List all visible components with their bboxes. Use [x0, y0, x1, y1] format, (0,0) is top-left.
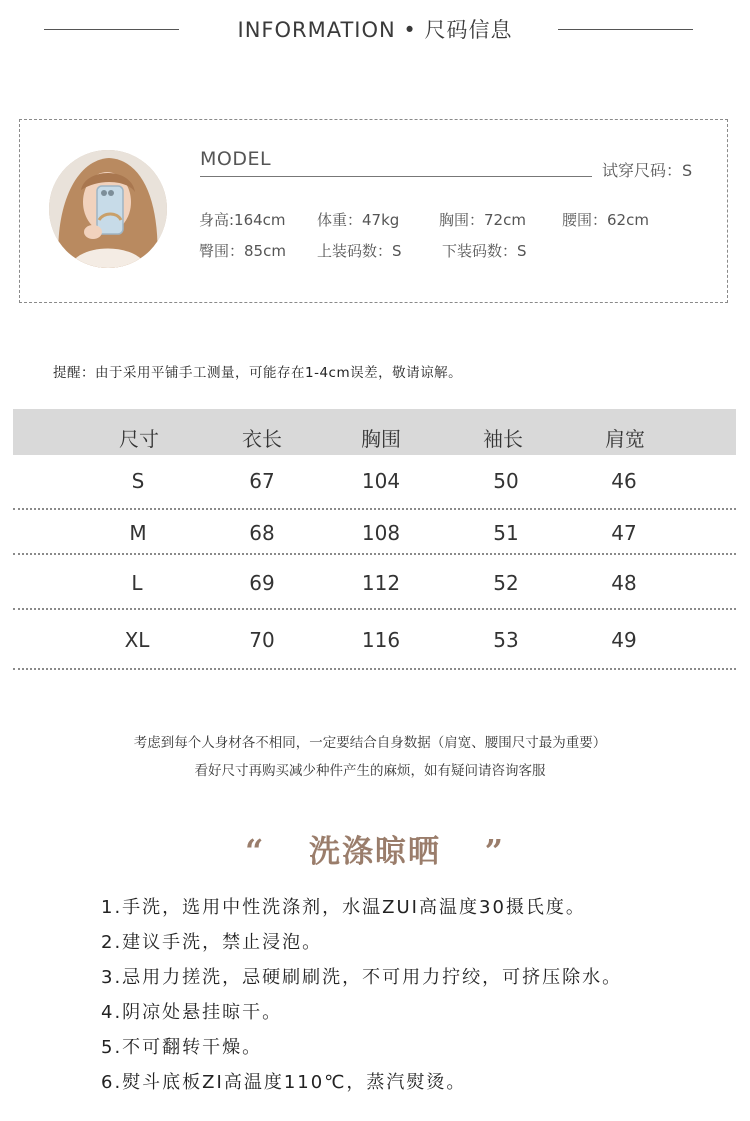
- table-cell: 70: [249, 628, 275, 652]
- row-divider: [13, 668, 736, 670]
- table-cell: 49: [611, 628, 637, 652]
- table-header-cell: 尺寸: [119, 427, 159, 451]
- measurement-note: 提醒：由于采用平铺手工测量，可能存在1-4cm误差，敬请谅解。: [53, 365, 463, 381]
- table-cell: M: [129, 521, 147, 545]
- table-cell: 116: [361, 628, 401, 652]
- model-chest: 胸围：72cm: [439, 211, 526, 229]
- table-cell: 50: [493, 469, 519, 493]
- section-title-information: INFORMATION • 尺码信息: [237, 18, 513, 42]
- model-height: 身高:164cm: [199, 211, 286, 229]
- table-cell: XL: [124, 628, 150, 652]
- model-hip: 臀围：85cm: [199, 242, 286, 260]
- table-cell: 68: [249, 521, 275, 545]
- table-cell: 47: [611, 521, 637, 545]
- trial-size: 试穿尺码：S: [602, 161, 693, 180]
- model-label: MODEL: [200, 148, 272, 170]
- table-cell: 52: [493, 571, 519, 595]
- table-cell: 53: [493, 628, 519, 652]
- model-avatar: [49, 150, 167, 268]
- list-item: 3.忌用力搓洗，忌硬刷刷洗，不可用力拧绞，可挤压除水。: [101, 967, 623, 988]
- list-item: 2.建议手洗，禁止浸泡。: [101, 932, 323, 953]
- model-photo-icon: [49, 150, 167, 268]
- list-item: 6.熨斗底板ZI高温度110℃，蒸汽熨烫。: [101, 1072, 467, 1093]
- table-cell: 69: [249, 571, 275, 595]
- row-divider: [13, 553, 736, 555]
- close-quote: ”: [484, 832, 505, 870]
- model-weight: 体重：47kg: [317, 211, 400, 229]
- table-cell: 112: [361, 571, 401, 595]
- list-item: 5.不可翻转干燥。: [101, 1037, 263, 1058]
- table-cell: 48: [611, 571, 637, 595]
- model-bottom-size: 下装码数：S: [442, 242, 527, 260]
- table-cell: S: [131, 469, 145, 493]
- table-cell: 108: [361, 521, 401, 545]
- table-header-cell: 肩宽: [605, 427, 645, 451]
- advice-line-1: 考虑到每个人身材各不相同，一定要结合自身数据（肩宽、腰围尺寸最为重要）: [133, 735, 607, 751]
- table-cell: 51: [493, 521, 519, 545]
- row-divider: [13, 508, 736, 510]
- model-top-size: 上装码数：S: [317, 242, 402, 260]
- list-item: 4.阴凉处悬挂晾干。: [101, 1002, 283, 1023]
- wash-section-title: [0, 826, 750, 871]
- model-underline: [200, 176, 592, 177]
- table-cell: 67: [249, 469, 275, 493]
- table-cell: 46: [611, 469, 637, 493]
- wash-title-text: 洗涤晾晒: [309, 834, 441, 870]
- table-header-cell: 袖长: [483, 427, 523, 451]
- table-cell: 104: [361, 469, 401, 493]
- row-divider: [13, 608, 736, 610]
- table-header-cell: 衣长: [242, 427, 282, 451]
- open-quote: “: [245, 832, 266, 870]
- table-cell: L: [131, 571, 143, 595]
- model-waist: 腰围：62cm: [562, 211, 649, 229]
- list-item: 1.手洗，选用中性洗涤剂，水温ZUI高温度30摄氏度。: [101, 897, 586, 918]
- advice-line-2: 看好尺寸再购买减少种件产生的麻烦，如有疑问请咨询客服: [194, 763, 546, 779]
- table-header-cell: 胸围: [361, 427, 401, 451]
- header-divider-right: [558, 29, 693, 30]
